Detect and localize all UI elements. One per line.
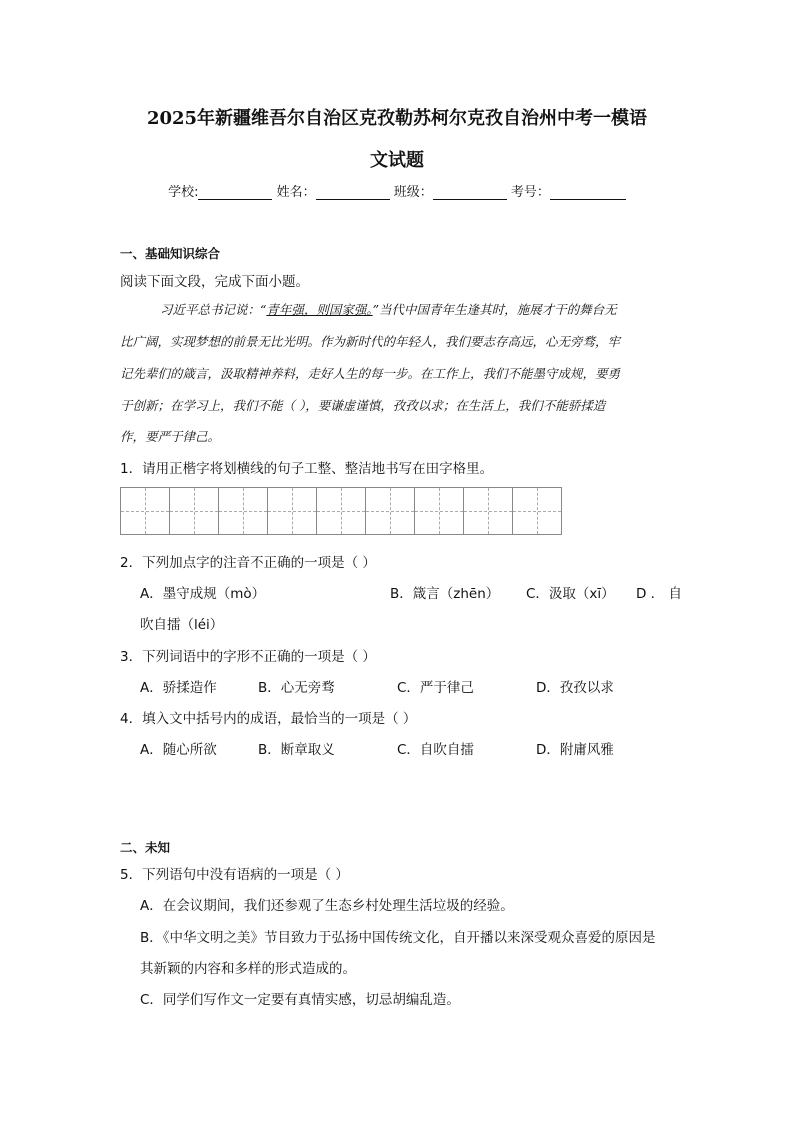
question-3-option-b[interactable]: B．心无旁骛 (258, 680, 335, 696)
student-info-line (0, 181, 794, 200)
question-2-option-a[interactable]: A．墨守成规（mò） (140, 586, 266, 602)
question-4-option-c[interactable]: C．自吹自擂 (397, 742, 474, 758)
section2-heading: 二、未知 (120, 840, 171, 855)
tianzige-cell[interactable] (219, 488, 268, 534)
question-5-option-b-line1[interactable]: B．《中华文明之美》节目致力于弘扬中国传统文化，自开播以来深受观众喜爱的原因是 (140, 930, 656, 946)
name-label: 姓名： (276, 185, 316, 200)
question-2-option-c[interactable]: C．汲取（xī） (526, 586, 615, 602)
tianzige-cell[interactable] (366, 488, 415, 534)
question-2-option-d-continued[interactable]: 吹自擂（léi） (140, 617, 224, 633)
question-2-option-b[interactable]: B．箴言（zhēn） (390, 586, 500, 602)
tianzige-cell[interactable] (121, 488, 170, 534)
tianzige-cell[interactable] (415, 488, 464, 534)
question-2-stem: 2．下列加点字的注音不正确的一项是（ ） (120, 555, 376, 571)
tianzige-cell[interactable] (464, 488, 513, 534)
passage-line-1: 习近平总书记说：“青年强，则国家强。”当代中国青年生逢其时，施展才干的舞台无 (160, 302, 617, 317)
tianzige-cell[interactable] (317, 488, 366, 534)
question-3-option-c[interactable]: C．严于律己 (397, 680, 474, 696)
question-2-option-d[interactable]: D ． 自 (636, 586, 682, 602)
section1-instruction: 阅读下面文段，完成下面小题。 (120, 274, 309, 290)
class-blank[interactable] (433, 185, 507, 200)
question-3-option-a[interactable]: A．骄揉造作 (140, 680, 217, 696)
question-3-stem: 3．下列词语中的字形不正确的一项是（ ） (120, 649, 376, 665)
school-blank[interactable] (198, 185, 272, 200)
question-5-option-a[interactable]: A．在会议期间，我们还参观了生态乡村处理生活垃圾的经验。 (140, 898, 514, 914)
section1-heading: 一、基础知识综合 (120, 246, 221, 261)
tianzige-cell[interactable] (513, 488, 561, 534)
underlined-sentence: 青年强，则国家强。 (266, 302, 373, 317)
name-blank[interactable] (316, 185, 390, 200)
tianzige-cell[interactable] (170, 488, 219, 534)
exam-title-line2: 文试题 (370, 150, 424, 171)
tianzige-cell[interactable] (268, 488, 317, 534)
question-1: 1．请用正楷字将划横线的句子工整、整洁地书写在田字格里。 (120, 461, 494, 477)
question-3-option-d[interactable]: D．孜孜以求 (536, 680, 614, 696)
question-4-option-d[interactable]: D．附庸风雅 (536, 742, 614, 758)
class-label: 班级： (393, 185, 433, 200)
question-5-option-c[interactable]: C．同学们写作文一定要有真情实感，切忌胡编乱造。 (140, 992, 460, 1008)
school-label: 学校: (168, 185, 199, 200)
question-5-option-b-line2[interactable]: 其新颖的内容和多样的形式造成的。 (140, 961, 356, 977)
question-4-option-a[interactable]: A．随心所欲 (140, 742, 217, 758)
passage-line-2: 比广阔，实现梦想的前景无比光明。作为新时代的年轻人，我们要志存高远，心无旁骛，牢 (120, 334, 621, 349)
exam-number-blank[interactable] (550, 185, 626, 200)
exam-number-label: 考号： (510, 185, 550, 200)
question-4-option-b[interactable]: B．断章取义 (258, 742, 335, 758)
passage-line-3: 记先辈们的箴言，汲取精神养料，走好人生的每一步。在工作上，我们不能墨守成规，要勇 (120, 366, 621, 381)
passage-line-4: 于创新；在学习上，我们不能（ ），要谦虚谨慎，孜孜以求；在生活上，我们不能骄揉造 (120, 398, 606, 413)
exam-title-line1: 2025年新疆维吾尔自治区克孜勒苏柯尔克孜自治州中考一模语 (146, 108, 648, 129)
tianzige-grid[interactable] (120, 487, 562, 535)
passage-line-5: 作，要严于律己。 (120, 429, 221, 444)
question-4-stem: 4．填入文中括号内的成语，最恰当的一项是（ ） (120, 711, 417, 727)
question-5-stem: 5．下列语句中没有语病的一项是（ ） (120, 867, 349, 883)
